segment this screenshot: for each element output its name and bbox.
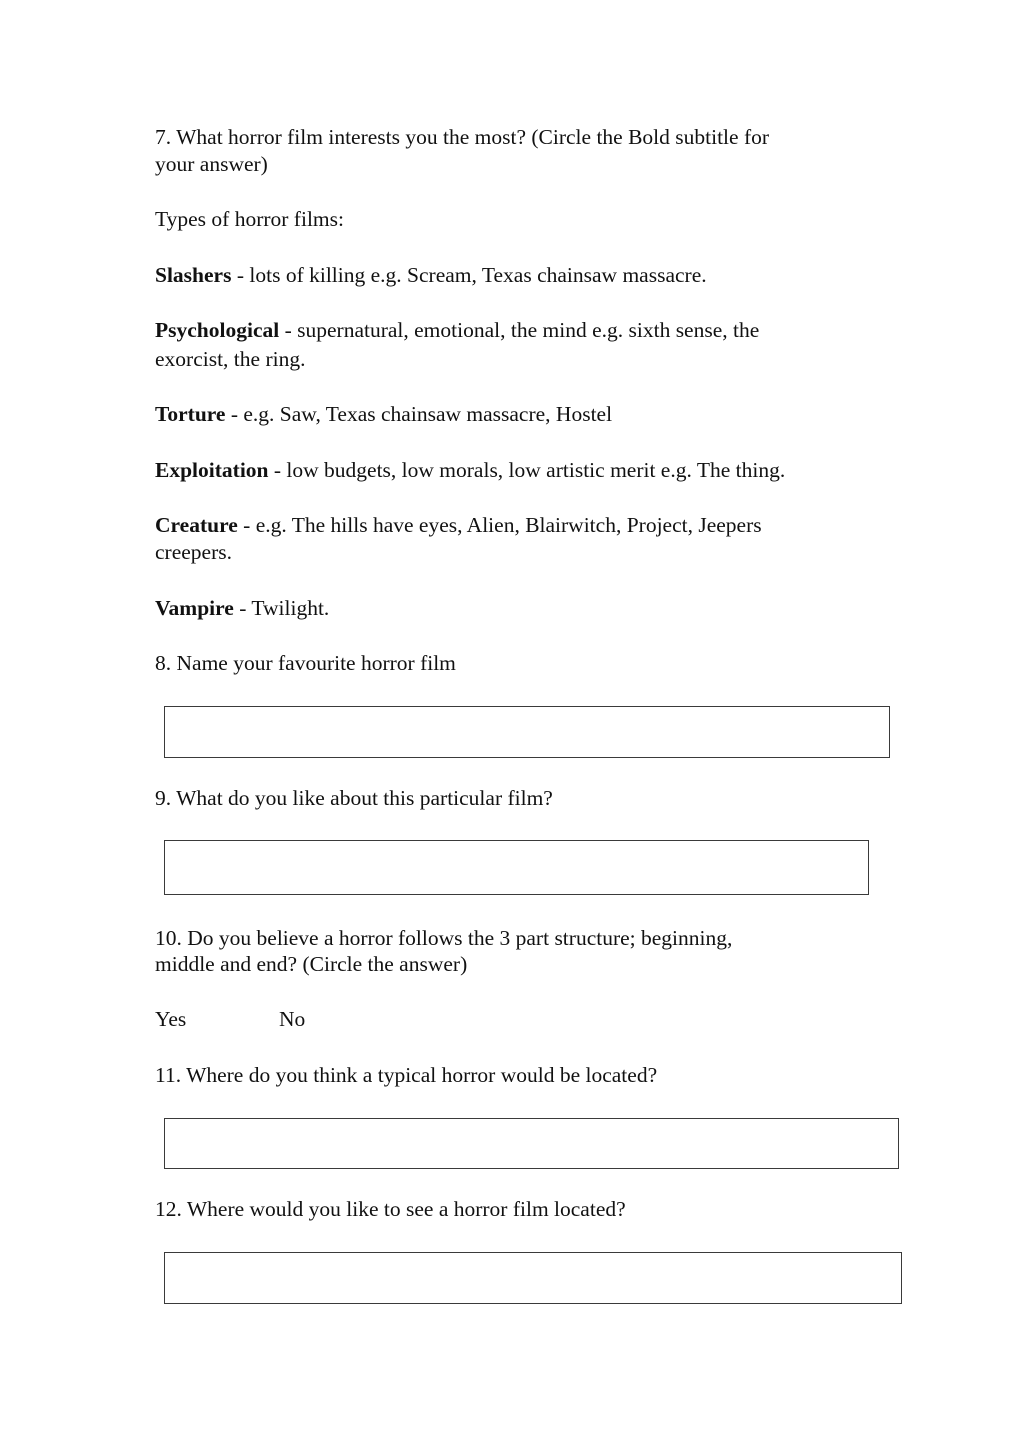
q12-text: 12. Where would you like to see a horror film located? <box>155 1197 626 1221</box>
genre-psychological-cont: exorcist, the ring. <box>155 347 306 371</box>
genre-psychological[interactable] <box>155 317 759 344</box>
genre-slashers[interactable] <box>155 262 707 289</box>
q10-option-no[interactable]: No <box>279 1007 306 1031</box>
q10-line-2: middle and end? (Circle the answer) <box>155 952 468 976</box>
q8-answer-box[interactable] <box>164 706 890 758</box>
genre-name[interactable]: Slashers <box>155 263 232 287</box>
types-heading: Types of horror films: <box>155 207 344 231</box>
genre-exploitation[interactable] <box>155 457 785 484</box>
genre-name[interactable]: Psychological <box>155 318 280 342</box>
genre-description: - e.g. The hills have eyes, Alien, Blairwitch, Project, Jeepers <box>237 513 762 537</box>
genre-torture[interactable] <box>155 401 612 428</box>
q9-answer-box[interactable] <box>164 840 869 895</box>
genre-description: - e.g. Saw, Texas chainsaw massacre, Hostel <box>225 402 613 426</box>
q10-option-yes[interactable]: Yes <box>155 1007 187 1031</box>
q7-line-1: 7. What horror film interests you the most? (Circle the Bold subtitle for <box>155 125 770 149</box>
genre-vampire[interactable] <box>155 595 329 622</box>
q12-answer-box[interactable] <box>164 1252 902 1304</box>
q10-line-1: 10. Do you believe a horror follows the 3 part structure; beginning, <box>155 926 733 950</box>
q9-text: 9. What do you like about this particular film? <box>155 786 553 810</box>
genre-creature-cont: creepers. <box>155 540 232 564</box>
q8-text: 8. Name your favourite horror film <box>155 651 456 675</box>
q11-text: 11. Where do you think a typical horror would be located? <box>155 1063 658 1087</box>
genre-description: - lots of killing e.g. Scream, Texas chainsaw massacre. <box>231 263 707 287</box>
genre-name[interactable]: Exploitation <box>155 458 269 482</box>
genre-name[interactable]: Creature <box>155 513 238 537</box>
q7-line-2: your answer) <box>155 152 268 176</box>
genre-description: - supernatural, emotional, the mind e.g. sixth sense, the <box>279 318 760 342</box>
genre-creature[interactable] <box>155 512 762 539</box>
genre-description: - Twilight. <box>233 596 330 620</box>
q11-answer-box[interactable] <box>164 1118 899 1169</box>
genre-description: - low budgets, low morals, low artistic merit e.g. The thing. <box>268 458 786 482</box>
genre-name[interactable]: Torture <box>155 402 226 426</box>
genre-name[interactable]: Vampire <box>155 596 234 620</box>
